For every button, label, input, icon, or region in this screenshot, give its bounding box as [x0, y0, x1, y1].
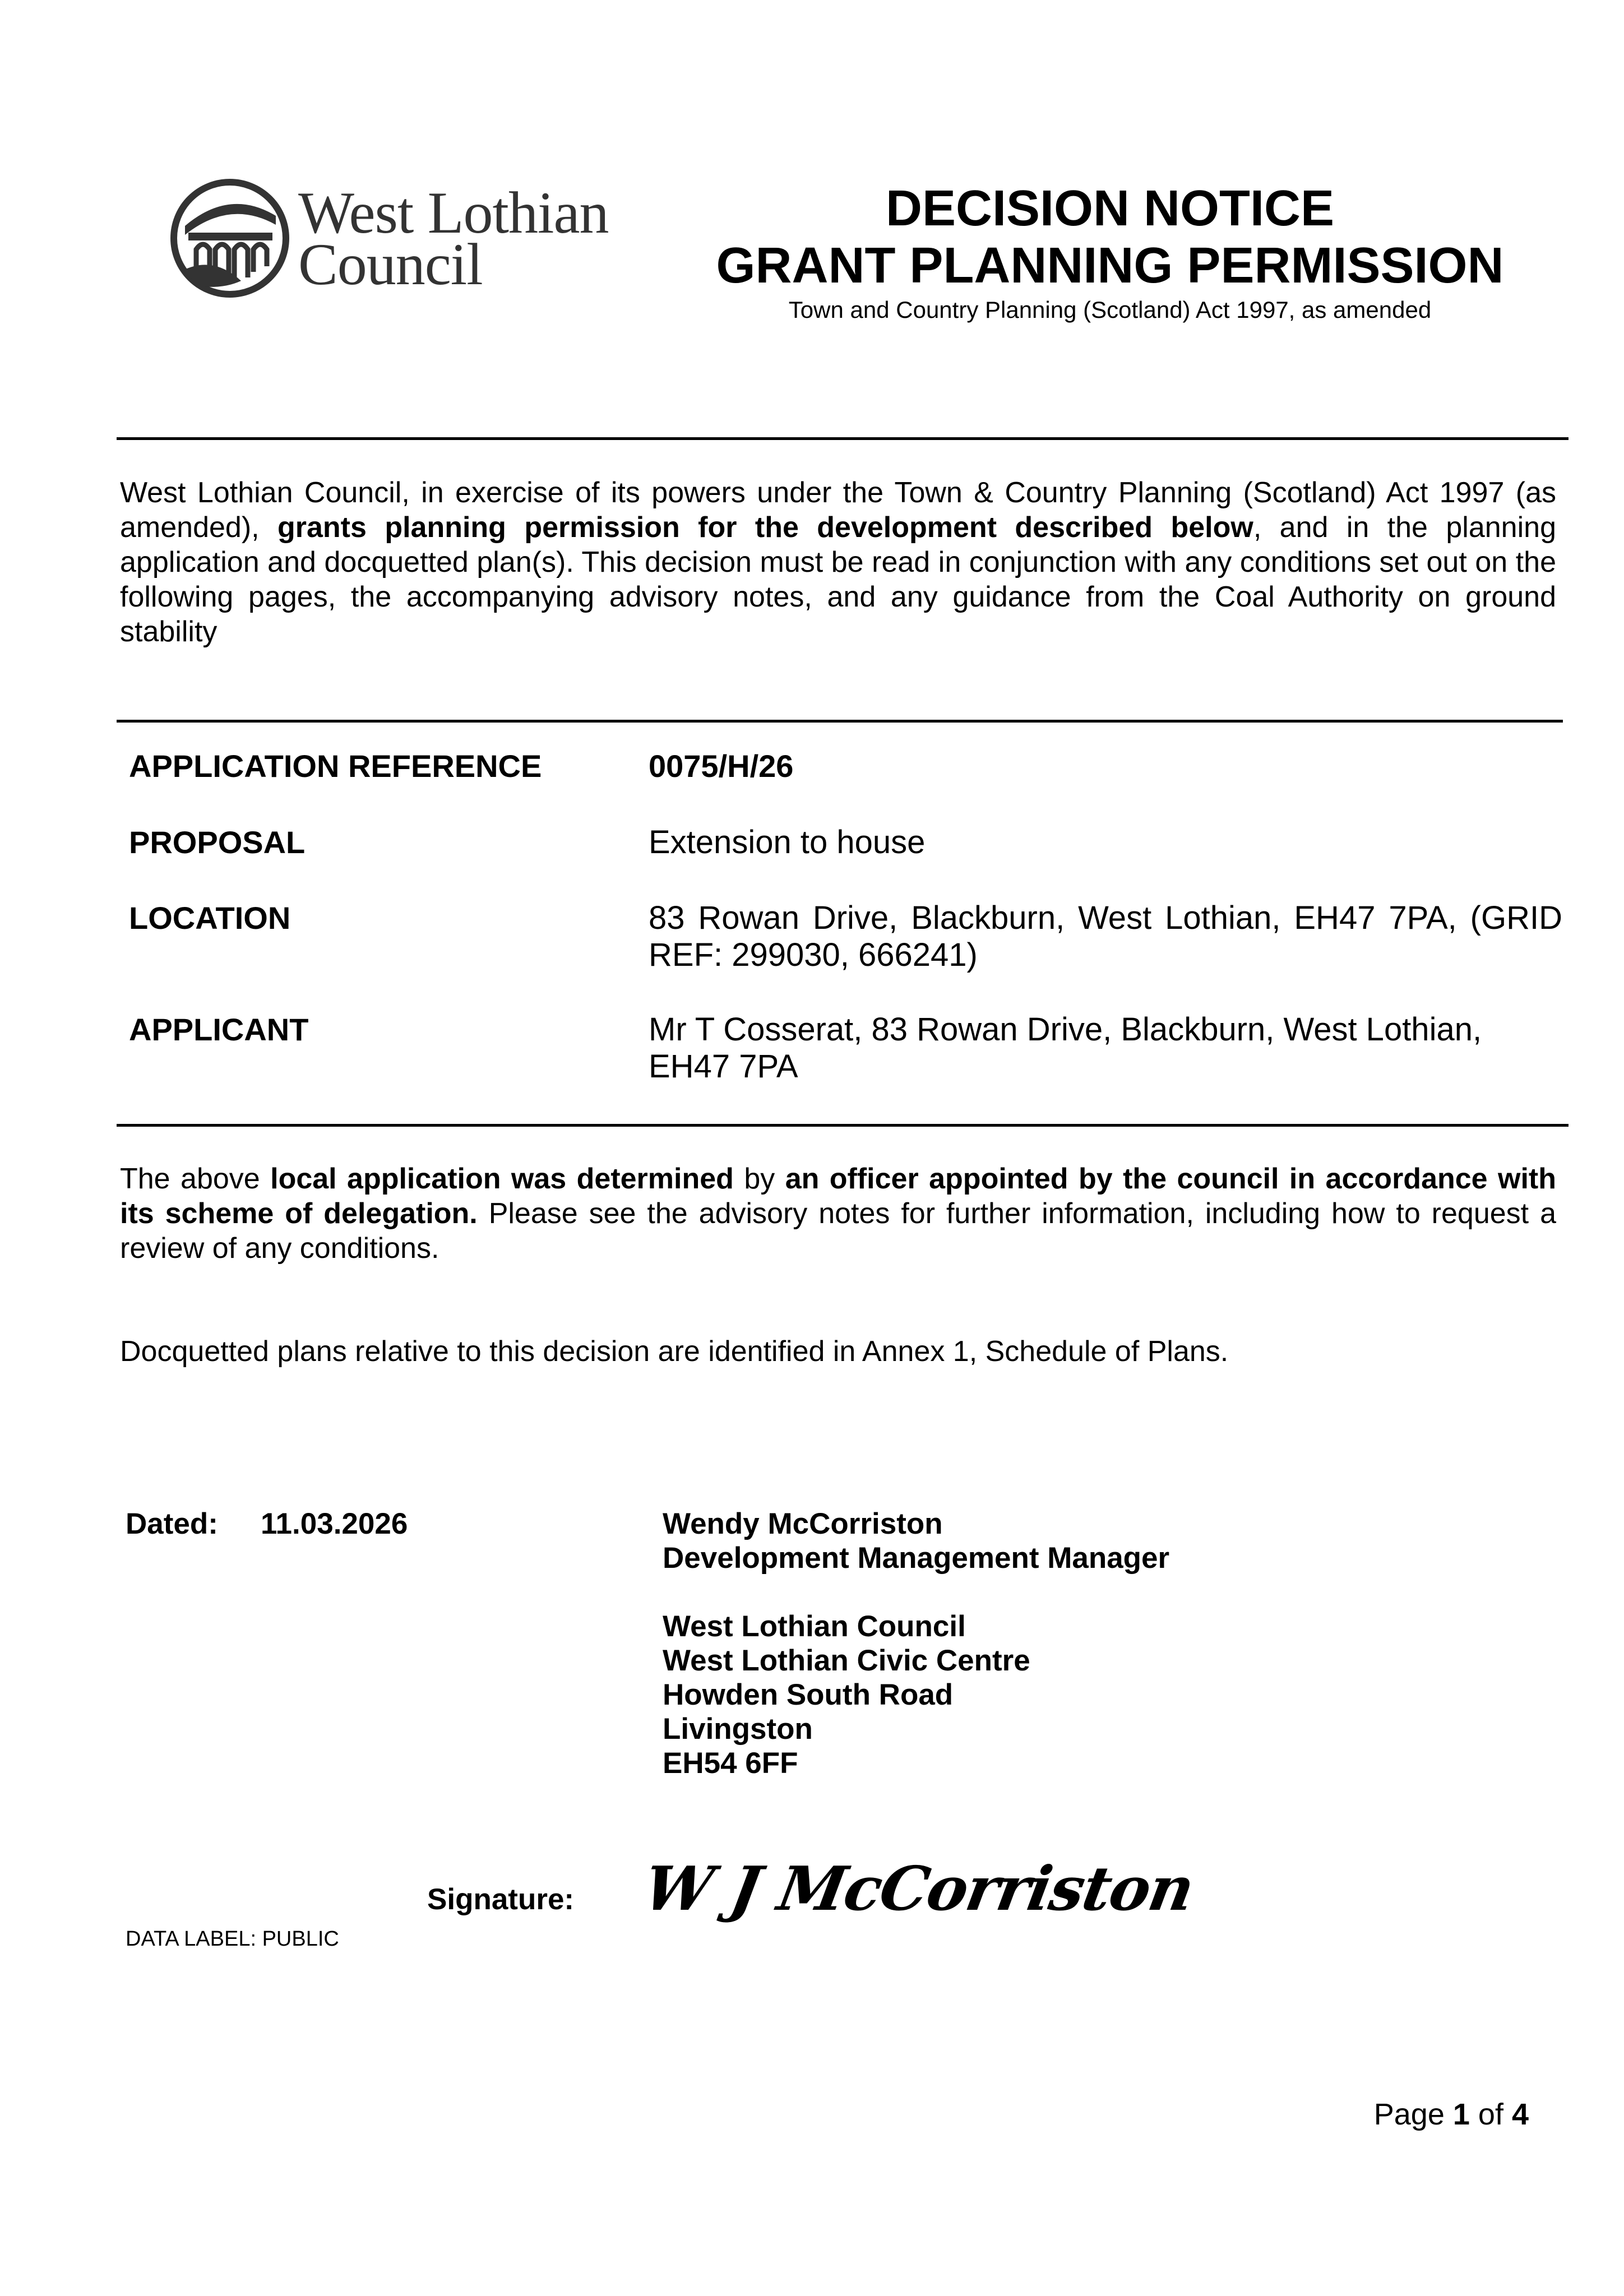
divider-top	[117, 437, 1569, 440]
dated-label: Dated:	[126, 1507, 218, 1540]
address-line: Livingston	[663, 1712, 813, 1746]
reference-label: APPLICATION REFERENCE	[129, 748, 542, 784]
viaduct-emblem-icon	[168, 177, 292, 300]
data-label: DATA LABEL: PUBLIC	[126, 1927, 339, 1951]
council-logo	[168, 174, 628, 303]
page-total: 4	[1511, 2098, 1529, 2131]
officer-name: Wendy McCorriston	[663, 1507, 943, 1540]
determination-bold-1: local application was determined	[270, 1163, 734, 1195]
page-current: 1	[1452, 2098, 1470, 2131]
notice-subtitle: GRANT PLANNING PERMISSION	[716, 238, 1504, 294]
address-line: West Lothian Civic Centre	[663, 1644, 1030, 1677]
officer-block	[663, 1507, 1169, 1780]
dated-value: 11.03.2026	[261, 1507, 408, 1540]
intro-paragraph	[120, 475, 1556, 649]
determination-bold-2: an officer appointed by the council in accordance with its scheme of delegation.	[120, 1163, 1556, 1230]
proposal-value: Extension to house	[649, 824, 926, 860]
divider-details-bottom	[117, 1124, 1569, 1127]
determination-paragraph	[120, 1161, 1556, 1266]
determination-text-3: Please see the advisory notes for further information, including how to request a review of any conditions.	[120, 1197, 1556, 1265]
logo-text-line2: Council	[298, 232, 483, 297]
address-line: West Lothian Council	[663, 1610, 966, 1643]
determination-text-1: The above	[120, 1163, 271, 1195]
address-line: EH54 6FF	[663, 1747, 798, 1780]
intro-text-bold: grants planning permission for the development described below	[277, 511, 1253, 544]
intro-text-2: , and in the planning application and docquetted plan(s). This decision must be read in conjunction with any conditions set out on the following pages, the accompanying advisory notes, and any guidance from the Coal Authority on ground stability	[120, 511, 1556, 648]
proposal-label: PROPOSAL	[129, 825, 306, 860]
reference-value: 0075/H/26	[649, 748, 794, 784]
act-reference: Town and Country Planning (Scotland) Act 1997, as amended	[788, 297, 1432, 323]
intro-text-1: West Lothian Council, in exercise of its powers under the Town & Country Planning (Scotland) Act 1997 (as amended),	[120, 476, 1556, 544]
page-prefix: Page	[1373, 2098, 1453, 2131]
notice-title: DECISION NOTICE	[885, 180, 1335, 237]
location-label: LOCATION	[129, 900, 291, 936]
location-value: 83 Rowan Drive, Blackburn, West Lothian, EH47 7PA, (GRID REF: 299030, 666241)	[649, 900, 1562, 973]
determination-text-2: by	[733, 1163, 785, 1195]
address-line: Howden South Road	[663, 1678, 954, 1711]
page-number	[1374, 2096, 1529, 2132]
divider-details-top	[117, 720, 1563, 723]
signature-label: Signature:	[427, 1883, 575, 1916]
applicant-label: APPLICANT	[129, 1012, 309, 1047]
page-of: of	[1469, 2098, 1512, 2131]
logo-text-line1: West Lothian	[298, 180, 609, 246]
docquetted-note: Docquetted plans relative to this decision are identified in Annex 1, Schedule of Plans.	[120, 1335, 1229, 1368]
officer-title: Development Management Manager	[663, 1542, 1170, 1575]
applicant-value: Mr T Cosserat, 83 Rowan Drive, Blackburn, West Lothian, EH47 7PA	[649, 1011, 1482, 1085]
handwritten-signature: W J McCorriston	[638, 1854, 1199, 1924]
